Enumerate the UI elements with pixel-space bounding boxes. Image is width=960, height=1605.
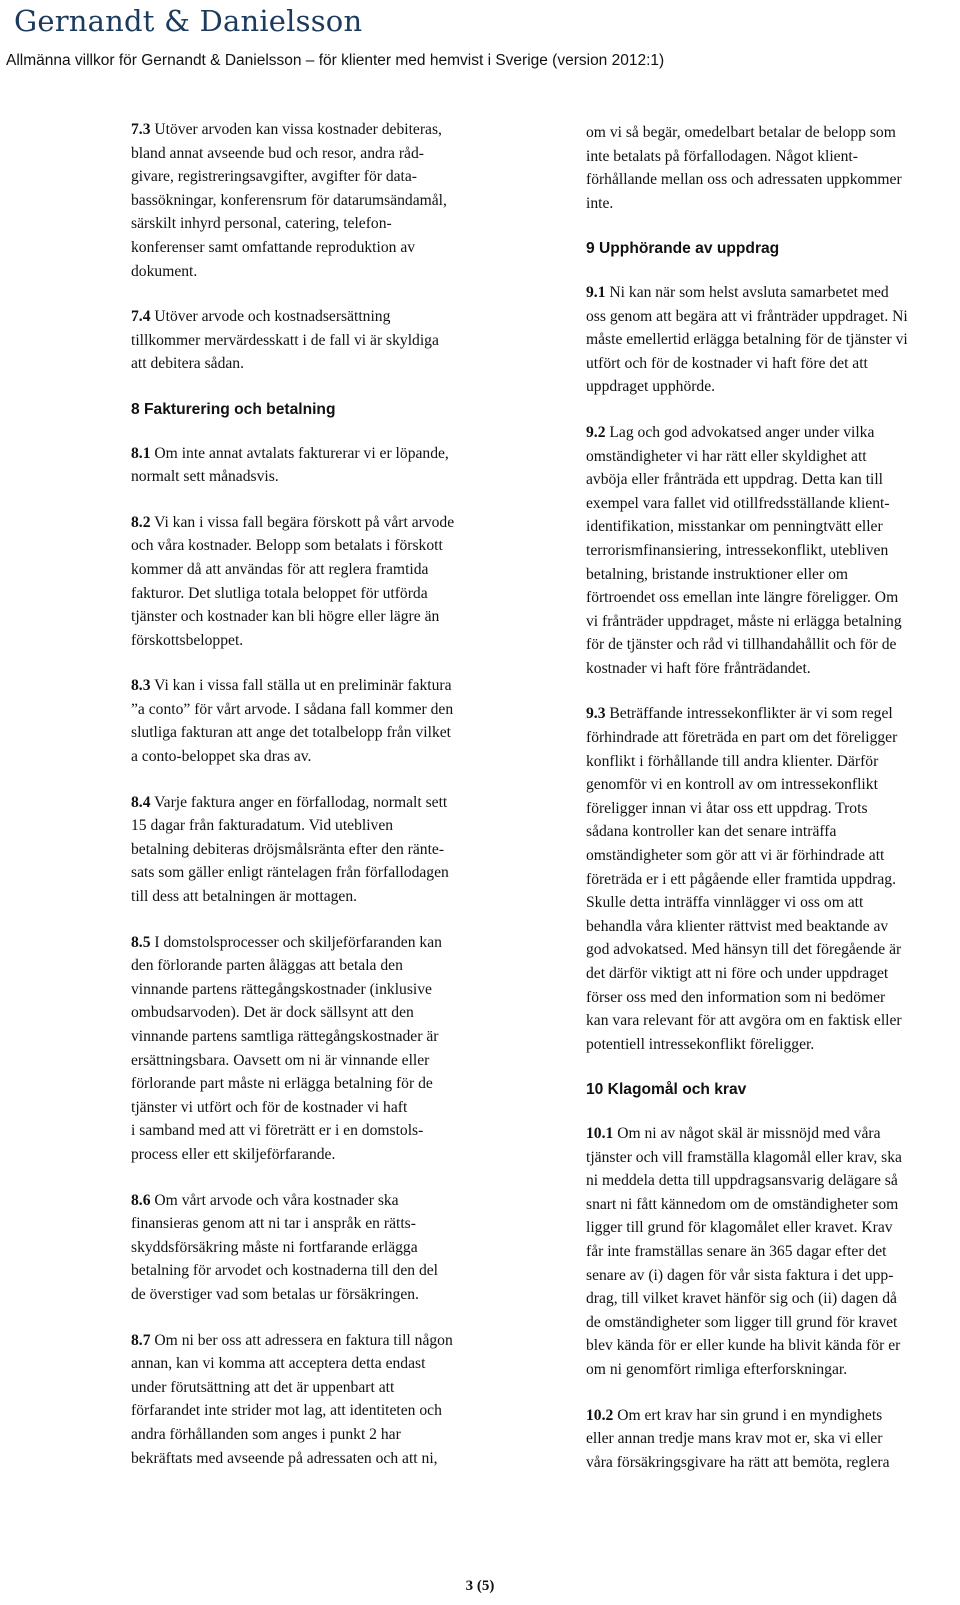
- text-line: oss genom att begära att vi frånträder uppdraget. Ni: [586, 307, 908, 325]
- text-line: inte.: [586, 194, 614, 212]
- text-line: 7.3 Utöver arvoden kan vissa kostnader debiteras,: [131, 121, 442, 138]
- text-line: för de tjänster och råd vi tillhandahållit och för de: [586, 636, 897, 654]
- document-subtitle: Allmänna villkor för Gernandt & Danielsson – för klienter med hemvist i Sverige (version 2012:1): [6, 52, 665, 69]
- text-line: behandla våra klienter rättvist med beaktande av: [586, 917, 889, 935]
- paragraph: [131, 305, 531, 376]
- text-line: tillkommer mervärdesskatt i de fall vi är skyldiga: [131, 331, 439, 349]
- text-line: bassökningar, konferensrum för datarumsändamål,: [131, 191, 447, 209]
- text-line: förtroendet oss emellan inte längre föreligger. Om: [586, 589, 899, 607]
- text-line: dokument.: [131, 262, 198, 280]
- paragraph: [131, 511, 531, 653]
- text-line: måste emellertid erlägga betalning för de tjänster vi: [586, 331, 908, 349]
- text-line: vi frånträder uppdraget, måste ni erlägga betalning: [586, 612, 902, 630]
- text-line: att debitera sådan.: [131, 355, 245, 373]
- text-line: inte betalats på förfallodagen. Något klient-: [586, 147, 858, 165]
- text-line: 10.1 Om ni av något skäl är missnöjd med våra: [586, 1124, 881, 1142]
- text-line: de överstiger vad som betalas ur försäkringen.: [131, 1285, 419, 1303]
- text-line: 8.6 Om vårt arvode och våra kostnader ska: [131, 1191, 399, 1209]
- text-line: företräda er i ett pågående eller framtida uppdrag.: [586, 870, 896, 888]
- text-line: förhållande mellan oss och adressaten uppkommer: [586, 171, 902, 189]
- paragraph: [586, 281, 956, 399]
- text-line: identifikation, misstankar om penningtvätt eller: [586, 518, 883, 536]
- text-line: förhindrade att företräda en part om det föreligger: [586, 729, 898, 747]
- text-line: ligger till grund för klagomålet eller kravet. Krav: [586, 1219, 893, 1237]
- text-line: förskottsbeloppet.: [131, 631, 244, 649]
- text-line: exempel vara fallet vid otillfredsställande klient-: [586, 494, 890, 512]
- text-line: i samband med att vi företrätt er i en domstols-: [131, 1122, 424, 1140]
- text-line: 9.2 Lag och god advokatsed anger under vilka: [586, 423, 875, 441]
- text-line: betalning, bristande instruktioner eller om: [586, 565, 848, 583]
- text-line: senare av (i) dagen för vår sista faktura i det upp-: [586, 1266, 894, 1284]
- text-line: blev kända för er eller kunde ha blivit kända för er: [586, 1337, 901, 1355]
- company-logo: Gernandt & Danielsson: [14, 4, 363, 38]
- text-line: avböja eller frånträda ett uppdrag. Detta kan till: [586, 471, 884, 489]
- text-line: ersättningsbara. Oavsett om ni är vinnande eller: [131, 1051, 430, 1069]
- text-line: det därför viktigt att ni före och under uppdraget: [586, 965, 889, 982]
- text-line: bekräftats med avseende på adressaten och att ni,: [131, 1449, 438, 1467]
- text-line: förfarandet inte strider mot lag, att identiteten och: [131, 1402, 442, 1420]
- paragraph: [131, 118, 531, 283]
- paragraph: [586, 702, 956, 1056]
- text-line: skyddsförsäkring måste ni fortfarande erlägga: [131, 1238, 418, 1256]
- section-heading: 8 Fakturering och betalning: [131, 400, 336, 418]
- text-line: betalning för arvodet och kostnaderna till den del: [131, 1262, 439, 1280]
- text-line: om vi så begär, omedelbart betalar de belopp som: [586, 124, 896, 141]
- text-line: process eller ett skiljeförfarande.: [131, 1145, 336, 1163]
- paragraph: [586, 1122, 956, 1382]
- text-line: 8.3 Vi kan i vissa fall ställa ut en preliminär faktura: [131, 677, 452, 695]
- text-line: konflikt i förhållande till andra klienter. Därför: [586, 752, 879, 770]
- text-line: 15 dagar från fakturadatum. Vid utebliven: [131, 817, 394, 835]
- text-line: terrorismfinansiering, intressekonflikt, utebliven: [586, 541, 889, 559]
- text-line: vinnande partens samtliga rättegångskostnader är: [131, 1028, 439, 1045]
- text-line: tjänster och kostnader kan bli högre eller lägre än: [131, 608, 440, 626]
- text-line: 7.4 Utöver arvode och kostnadsersättning: [131, 308, 391, 326]
- text-line: våra försäkringsgivare ha rätt att bemöta, reglera: [586, 1453, 890, 1471]
- text-line: fakturor. Det slutliga totala beloppet för utförda: [131, 584, 428, 602]
- section-heading: 10 Klagomål och krav: [586, 1081, 747, 1099]
- text-line: konferenser samt omfattande reproduktion av: [131, 238, 416, 256]
- text-line: Skulle detta inträffa vinnlägger vi oss om att: [586, 894, 864, 912]
- text-line: givare, registreringsavgifter, avgifter för data-: [131, 168, 417, 186]
- text-line: tjänster och vill framställa klagomål eller krav, ska: [586, 1148, 902, 1166]
- text-line: 8.5 I domstolsprocesser och skiljeförfaranden kan: [131, 933, 442, 951]
- paragraph: [586, 121, 956, 215]
- text-line: eller annan tredje mans krav mot er, ska vi eller: [586, 1430, 883, 1448]
- paragraph: [131, 1189, 531, 1307]
- text-line: 9.1 Ni kan när som helst avsluta samarbetet med: [586, 283, 889, 301]
- text-line: snart ni fått kännedom om de omständigheter som: [586, 1195, 899, 1213]
- text-line: andra förhållanden som anges i punkt 2 har: [131, 1425, 401, 1443]
- paragraph: [586, 1404, 956, 1475]
- text-line: 8.2 Vi kan i vissa fall begära förskott på vårt arvode: [131, 513, 455, 531]
- text-line: omständigheter vi har rätt eller skyldighet att: [586, 447, 867, 465]
- text-line: god advokatsed. Med hänsyn till det föregående är: [586, 941, 902, 959]
- text-line: om ni genomfört rimliga efterforskningar.: [586, 1360, 848, 1378]
- paragraph: [131, 1329, 531, 1471]
- text-line: 10.2 Om ert krav har sin grund i en myndighets: [586, 1406, 883, 1424]
- text-line: 8.7 Om ni ber oss att adressera en faktura till någon: [131, 1331, 453, 1349]
- paragraph: [131, 791, 531, 909]
- text-line: ”a conto” för vårt arvode. I sådana fall kommer den: [131, 700, 454, 718]
- text-line: särskilt inhyrd personal, catering, telefon-: [131, 215, 392, 233]
- text-line: vinnande partens rättegångskostnader (inklusive: [131, 980, 432, 998]
- text-line: drag, till vilket kravet hänför sig och (ii) dagen då: [586, 1290, 897, 1308]
- text-line: till dess att betalningen är mottagen.: [131, 888, 358, 906]
- text-line: 8.4 Varje faktura anger en förfallodag, normalt sett: [131, 793, 448, 811]
- text-line: betalning debiteras dröjsmålsränta efter den ränte-: [131, 840, 445, 858]
- paragraph: [131, 674, 531, 768]
- text-line: slutliga fakturan att ange det totalbelopp från vilket: [131, 724, 451, 742]
- text-line: förser oss med den information som ni bedömer: [586, 988, 886, 1006]
- text-line: sådana kontroller kan det senare inträffa: [586, 823, 837, 841]
- text-line: omständigheter som gör att vi är förhindrade att: [586, 847, 885, 865]
- paragraph: [131, 931, 531, 1167]
- text-line: potentiell intressekonflikt föreligger.: [586, 1035, 815, 1053]
- text-line: sats som gäller enligt räntelagen från förfallodagen: [131, 864, 449, 882]
- text-line: bland annat avseende bud och resor, andra råd-: [131, 144, 424, 162]
- text-line: normalt sett månadsvis.: [131, 468, 279, 486]
- text-line: ombudsarvoden). Det är dock sällsynt att den: [131, 1004, 414, 1022]
- text-line: genomför vi en kontroll av om intressekonflikt: [586, 776, 878, 794]
- text-line: 8.1 Om inte annat avtalats fakturerar vi er löpande,: [131, 444, 449, 462]
- text-line: tjänster vi utfört och för de kostnader vi haft: [131, 1098, 408, 1116]
- text-line: 9.3 Beträffande intressekonflikter är vi som regel: [586, 705, 893, 723]
- right-column: [586, 121, 956, 1474]
- text-line: kan vara relevant för att avgöra om en faktisk eller: [586, 1012, 902, 1030]
- text-line: föreligger innan vi åtar oss ett uppdrag. Trots: [586, 799, 868, 817]
- text-line: uppdraget upphörde.: [586, 378, 716, 396]
- section-heading: 9 Upphörande av uppdrag: [586, 240, 780, 258]
- page-number: 3 (5): [465, 1578, 495, 1594]
- paragraph: [131, 442, 531, 489]
- text-line: får inte framställas senare än 365 dagar efter det: [586, 1242, 887, 1260]
- text-line: kostnader vi haft före frånträdandet.: [586, 659, 811, 677]
- text-line: under förutsättning att det är uppenbart att: [131, 1378, 395, 1396]
- text-line: förlorande part måste ni erlägga betalning för de: [131, 1075, 433, 1093]
- text-line: de omständigheter som ligger till grund för kravet: [586, 1313, 898, 1331]
- text-line: utfört och för de kostnader vi haft före det att: [586, 354, 868, 372]
- left-column: [131, 118, 531, 1470]
- text-line: finansieras genom att ni tar i anspråk en rätts-: [131, 1215, 416, 1233]
- text-line: annan, kan vi komma att acceptera detta endast: [131, 1355, 426, 1373]
- text-line: kommer då att användas för att reglera framtida: [131, 560, 429, 578]
- text-line: den förlorande parten åläggas att betala den: [131, 957, 403, 975]
- text-line: a conto-beloppet ska dras av.: [131, 748, 312, 766]
- text-line: ni meddela detta till uppdragsansvarig delägare så: [586, 1172, 898, 1190]
- text-line: och våra kostnader. Belopp som betalats i förskott: [131, 537, 443, 555]
- paragraph: [586, 421, 956, 681]
